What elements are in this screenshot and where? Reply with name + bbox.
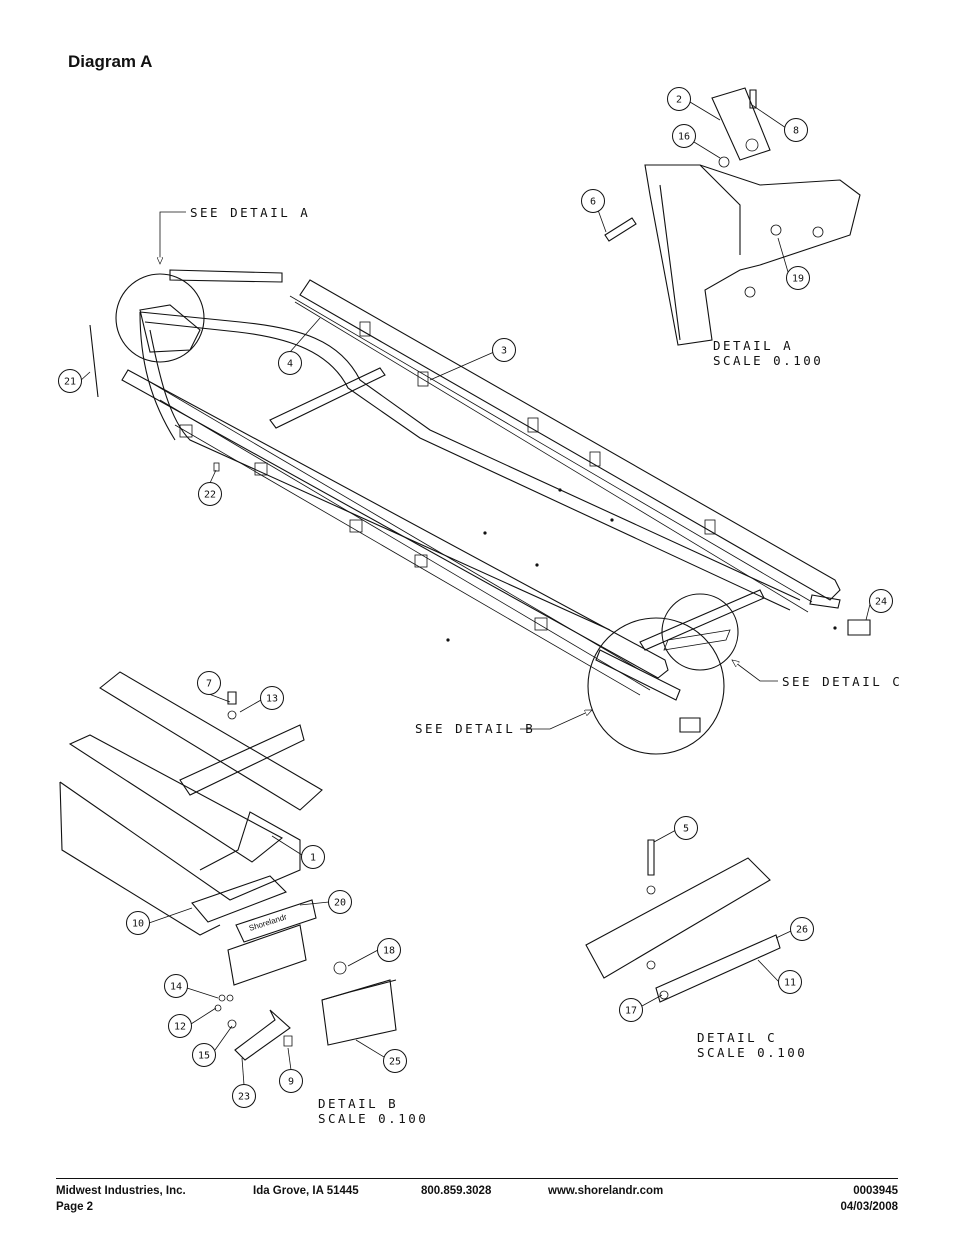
callout-number: 9 bbox=[287, 1076, 295, 1088]
callout-4 bbox=[279, 352, 302, 375]
detail-b-caption: DETAIL B bbox=[318, 1096, 399, 1111]
cross-member-rear bbox=[640, 590, 764, 650]
callout-13 bbox=[261, 687, 284, 710]
callout-number: 15 bbox=[197, 1050, 211, 1062]
bunk-board-lower bbox=[122, 370, 668, 678]
callout-14 bbox=[165, 975, 188, 998]
detail-c-drawing bbox=[586, 840, 780, 1002]
callout-25 bbox=[384, 1050, 407, 1073]
see-detail-a-label: SEE DETAIL A bbox=[190, 205, 311, 220]
callout-15 bbox=[193, 1044, 216, 1067]
footer-doc-number: 0003945 bbox=[853, 1185, 898, 1197]
callout-number: 19 bbox=[791, 273, 805, 285]
footer-website: www.shorelandr.com bbox=[548, 1185, 664, 1197]
callout-22 bbox=[199, 483, 222, 506]
callout-number: 11 bbox=[783, 977, 797, 989]
callout-24 bbox=[870, 590, 893, 613]
bracket-23 bbox=[235, 1010, 290, 1060]
callout-number: 10 bbox=[131, 918, 145, 930]
callout-7 bbox=[198, 672, 221, 695]
callout-16 bbox=[673, 125, 696, 148]
detail-a-caption: DETAIL A bbox=[713, 338, 794, 353]
callout-number: 7 bbox=[205, 678, 213, 690]
callout-number: 17 bbox=[624, 1005, 638, 1017]
detail-b-scale: SCALE 0.100 bbox=[318, 1111, 429, 1126]
callout-8 bbox=[785, 119, 808, 142]
footer-city: Ida Grove, IA 51445 bbox=[253, 1185, 359, 1197]
see-detail-c-label: SEE DETAIL C bbox=[782, 674, 903, 689]
strap-21 bbox=[90, 325, 98, 397]
callout-10 bbox=[127, 912, 150, 935]
footer-phone: 800.859.3028 bbox=[421, 1185, 492, 1197]
callout-11 bbox=[779, 971, 802, 994]
curved-frame-rail-left bbox=[140, 312, 800, 600]
callout-1 bbox=[302, 846, 325, 869]
callout-number: 25 bbox=[388, 1056, 402, 1068]
callout-21 bbox=[59, 370, 82, 393]
callout-18 bbox=[378, 939, 401, 962]
see-detail-b-label: SEE DETAIL B bbox=[415, 721, 536, 736]
cross-member-front bbox=[270, 368, 385, 428]
callout-3 bbox=[493, 339, 516, 362]
light-bar-26 bbox=[656, 935, 780, 1002]
plate-2 bbox=[712, 88, 770, 160]
callout-number: 1 bbox=[309, 852, 317, 864]
callout-26 bbox=[791, 918, 814, 941]
bolt-5 bbox=[648, 840, 654, 875]
light-box-24 bbox=[848, 620, 870, 635]
footer-company: Midwest Industries, Inc. bbox=[56, 1185, 186, 1197]
callout-19 bbox=[787, 267, 810, 290]
see-detail-b-label-group bbox=[415, 710, 592, 736]
see-detail-c-label-group bbox=[732, 660, 902, 689]
callout-number: 16 bbox=[677, 131, 691, 143]
callout-number: 4 bbox=[286, 358, 294, 370]
plate-brand-label: Shorelandr bbox=[247, 912, 288, 933]
callout-number: 8 bbox=[792, 125, 800, 137]
callout-number: 12 bbox=[173, 1021, 187, 1033]
see-detail-a-label-group bbox=[160, 205, 310, 264]
footer-rule bbox=[56, 1178, 898, 1179]
detail-a-scale: SCALE 0.100 bbox=[713, 353, 824, 368]
callout-5 bbox=[675, 817, 698, 840]
bunk-board-upper bbox=[300, 280, 840, 600]
callout-6 bbox=[582, 190, 605, 213]
callout-number: 13 bbox=[265, 693, 279, 705]
front-bend bbox=[150, 330, 610, 630]
callout-number: 3 bbox=[500, 345, 508, 357]
callout-number: 18 bbox=[382, 945, 396, 957]
detail-c-caption: DETAIL C bbox=[697, 1030, 778, 1045]
footer-date: 04/03/2008 bbox=[840, 1201, 898, 1213]
detail-a-drawing bbox=[605, 88, 860, 345]
detail-b-circle bbox=[588, 618, 724, 754]
callout-number: 20 bbox=[333, 897, 347, 909]
part-callouts bbox=[59, 88, 893, 1108]
callout-number: 2 bbox=[675, 94, 683, 106]
bolt-6 bbox=[605, 218, 636, 241]
detail-b-drawing bbox=[60, 672, 396, 1060]
callout-23 bbox=[233, 1085, 256, 1108]
callout-20 bbox=[329, 891, 352, 914]
callout-number: 21 bbox=[63, 376, 77, 388]
callout-number: 24 bbox=[874, 596, 888, 608]
detail-c-circle bbox=[662, 594, 738, 670]
callout-number: 26 bbox=[795, 924, 809, 936]
callout-9 bbox=[280, 1070, 303, 1093]
callout-number: 14 bbox=[169, 981, 183, 993]
callout-12 bbox=[169, 1015, 192, 1038]
page-title: Diagram A bbox=[68, 52, 153, 71]
detail-c-scale: SCALE 0.100 bbox=[697, 1045, 808, 1060]
footer-page: Page 2 bbox=[56, 1201, 94, 1213]
crossmember-plate bbox=[170, 270, 282, 282]
callout-number: 6 bbox=[589, 196, 597, 208]
callout-number: 5 bbox=[682, 823, 690, 835]
callout-number: 22 bbox=[203, 489, 217, 501]
callout-2 bbox=[668, 88, 691, 111]
callout-number: 23 bbox=[237, 1091, 251, 1103]
callout-17 bbox=[620, 999, 643, 1022]
